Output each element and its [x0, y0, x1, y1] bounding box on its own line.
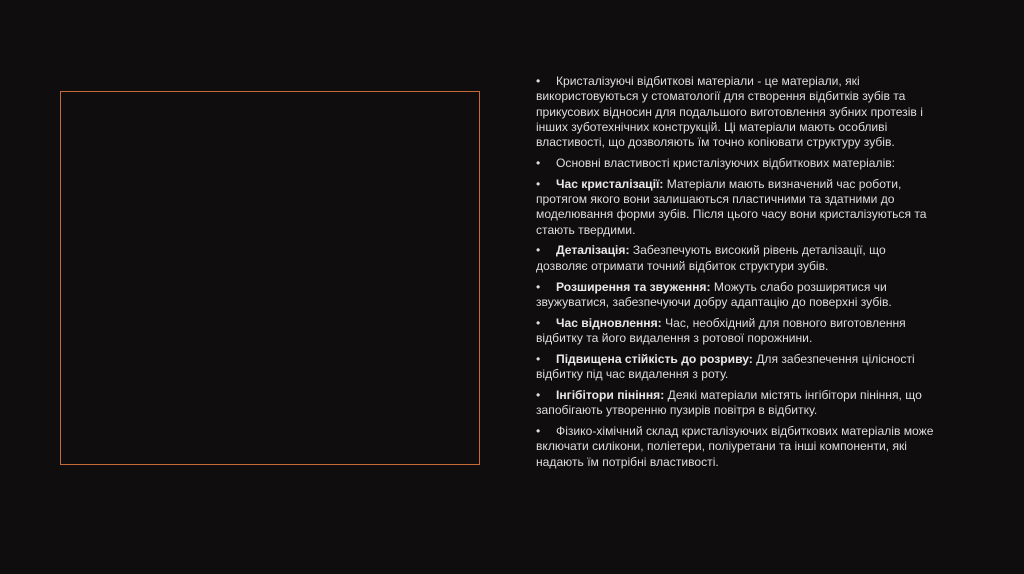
bullet-text: Основні властивості кристалізуючих відбиткових матеріалів:	[556, 155, 896, 170]
bullet-term: Деталізація:	[556, 243, 630, 258]
bullet-item	[536, 177, 936, 238]
bullet-text: Забезпечують високий рівень деталізації, що дозволяє отримати точний відбиток структури зубів.	[536, 243, 886, 273]
bullet-dot: •	[536, 423, 541, 438]
bullet-dot: •	[536, 155, 541, 170]
bullet-dot: •	[536, 279, 541, 294]
bullet-text: Деякі матеріали містять інгібітори пініння, що запобігають утворенню пузирів повітря в відбитку.	[536, 387, 922, 418]
bullet-text: Можуть слабо розширятися чи звужуватися, забезпечуючи добру адаптацію до поверхні зубів.	[536, 279, 892, 309]
bullet-item	[536, 388, 936, 419]
bullet-item	[536, 243, 936, 274]
bullet-text: Матеріали мають визначений час роботи, протягом якого вони залишаються пластичними та здатними до моделювання форми зубів. Після цього часу вони кристалізуються та стають твердими.	[536, 176, 927, 237]
bullet-dot: •	[536, 74, 541, 88]
bullet-term: Інгібітори пініння:	[556, 387, 665, 402]
bullet-dot: •	[536, 387, 541, 402]
bullet-dot: •	[536, 176, 541, 191]
bullet-dot: •	[536, 351, 541, 366]
bullet-item	[536, 156, 936, 171]
bullet-term: Підвищена стійкість до розриву:	[556, 351, 753, 366]
bullet-item	[536, 74, 936, 150]
bullet-item	[536, 316, 936, 347]
bullet-dot: •	[536, 315, 541, 330]
bullet-list	[536, 74, 936, 475]
bullet-text: Час, необхідний для повного виготовлення відбитку та його видалення з ротової порожнини.	[536, 315, 906, 345]
image-placeholder-frame	[60, 91, 480, 465]
bullet-text: Фізико-хімічний склад кристалізуючих відбиткових матеріалів може включати силікони, поліетери, поліуретани та інші компоненти, які надають їм потрібні властивості.	[536, 423, 934, 469]
bullet-text: Кристалізуючі відбиткові матеріали - це матеріали, які використовуються у стоматології для створення відбитків зубів та прикусових відносин для подальшого виготовлення зубних протезів і інших зуботехнічних конструкцій. Ці матеріали мають особливі властивості, що дозволяють їм точно копіювати структуру зубів.	[536, 74, 923, 150]
bullet-dot: •	[536, 243, 541, 258]
bullet-item	[536, 280, 936, 311]
bullet-term: Час відновлення:	[556, 315, 662, 330]
bullet-text: Для забезпечення цілісності відбитку під час видалення з роту.	[536, 351, 915, 382]
bullet-item	[536, 352, 936, 383]
bullet-term: Час кристалізації:	[556, 176, 664, 191]
bullet-term: Розширення та звуження:	[556, 279, 711, 294]
bullet-item	[536, 424, 936, 470]
